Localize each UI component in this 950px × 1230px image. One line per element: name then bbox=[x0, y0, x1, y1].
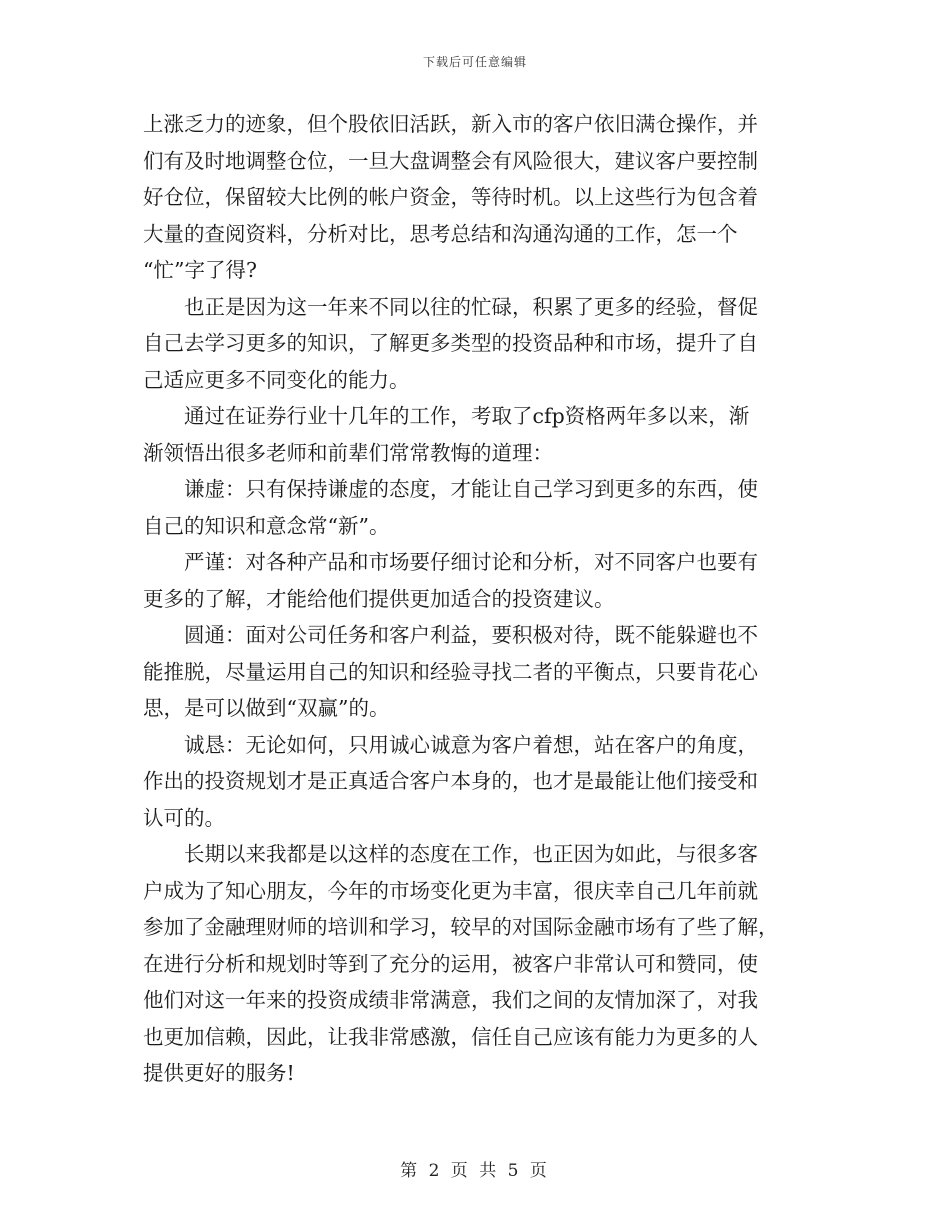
text-line: 也更加信赖，因此，让我非常感激，信任自己应该有能力为更多的人 bbox=[143, 1024, 758, 1049]
text-line: 也正是因为这一年来不同以往的忙碌，积累了更多的经验，督促 bbox=[184, 294, 758, 319]
text-line: 渐领悟出很多老师和前辈们常常教悔的道理： bbox=[143, 440, 553, 465]
text-line: 作出的投资规划才是正真适合客户本身的，也才是最能让他们接受和 bbox=[143, 769, 758, 793]
page-header: 下载后可任意编辑 bbox=[422, 55, 527, 69]
text-line: 户成为了知心朋友，今年的市场变化更为丰富，很庆幸自己几年前就 bbox=[143, 878, 758, 903]
text-line: 通过在证券行业十几年的工作，考取了cfp资格两年多以来，渐 bbox=[184, 404, 750, 428]
text-line: 诚恳：无论如何，只用诚心诚意为客户着想，站在客户的角度， bbox=[184, 732, 758, 757]
text-line: 思，是可以做到“双赢”的。 bbox=[143, 696, 390, 720]
text-line: 参加了金融理财师的培训和学习，较早的对国际金融市场有了些了解， bbox=[143, 915, 779, 939]
text-line: 自己的知识和意念常“新”。 bbox=[143, 513, 390, 538]
text-line: 上涨乏力的迹象，但个股依旧活跃，新入市的客户依旧满仓操作，并 bbox=[143, 112, 758, 136]
page-footer: 第 2 页 共 5 页 bbox=[400, 1161, 550, 1181]
text-line: 认可的。 bbox=[143, 805, 225, 830]
text-line: 能推脱，尽量运用自己的知识和经验寻找二者的平衡点，只要肯花心 bbox=[143, 659, 758, 684]
text-line: 好仓位，保留较大比例的帐户资金，等待时机。以上这些行为包含着 bbox=[143, 185, 758, 209]
body-text bbox=[143, 106, 809, 1092]
text-line: 自己去学习更多的知识，了解更多类型的投资品种和市场，提升了自 bbox=[143, 331, 758, 355]
text-line: “忙”字了得? bbox=[143, 258, 257, 282]
text-line: 大量的查阅资料，分析对比，思考总结和沟通沟通的工作，怎一个 bbox=[143, 221, 738, 246]
text-line: 提供更好的服务! bbox=[143, 1061, 295, 1085]
text-line: 圆通：面对公司任务和客户利益，要积极对待，既不能躲避也不 bbox=[184, 623, 758, 647]
text-line: 长期以来我都是以这样的态度在工作，也正因为如此，与很多客 bbox=[184, 842, 758, 866]
text-line: 他们对这一年来的投资成绩非常满意，我们之间的友情加深了，对我 bbox=[143, 988, 758, 1012]
text-line: 严谨：对各种产品和市场要仔细讨论和分析，对不同客户也要有 bbox=[184, 550, 758, 574]
text-line: 们有及时地调整仓位，一旦大盘调整会有风险很大，建议客户要控制 bbox=[143, 148, 758, 173]
text-line: 在进行分析和规划时等到了充分的运用，被客户非常认可和赞同，使 bbox=[143, 951, 758, 976]
text-line: 更多的了解，才能给他们提供更加适合的投资建议。 bbox=[143, 586, 615, 611]
text-line: 谦虚：只有保持谦虚的态度，才能让自己学习到更多的东西，使 bbox=[184, 477, 758, 501]
text-line: 己适应更多不同变化的能力。 bbox=[143, 367, 410, 392]
